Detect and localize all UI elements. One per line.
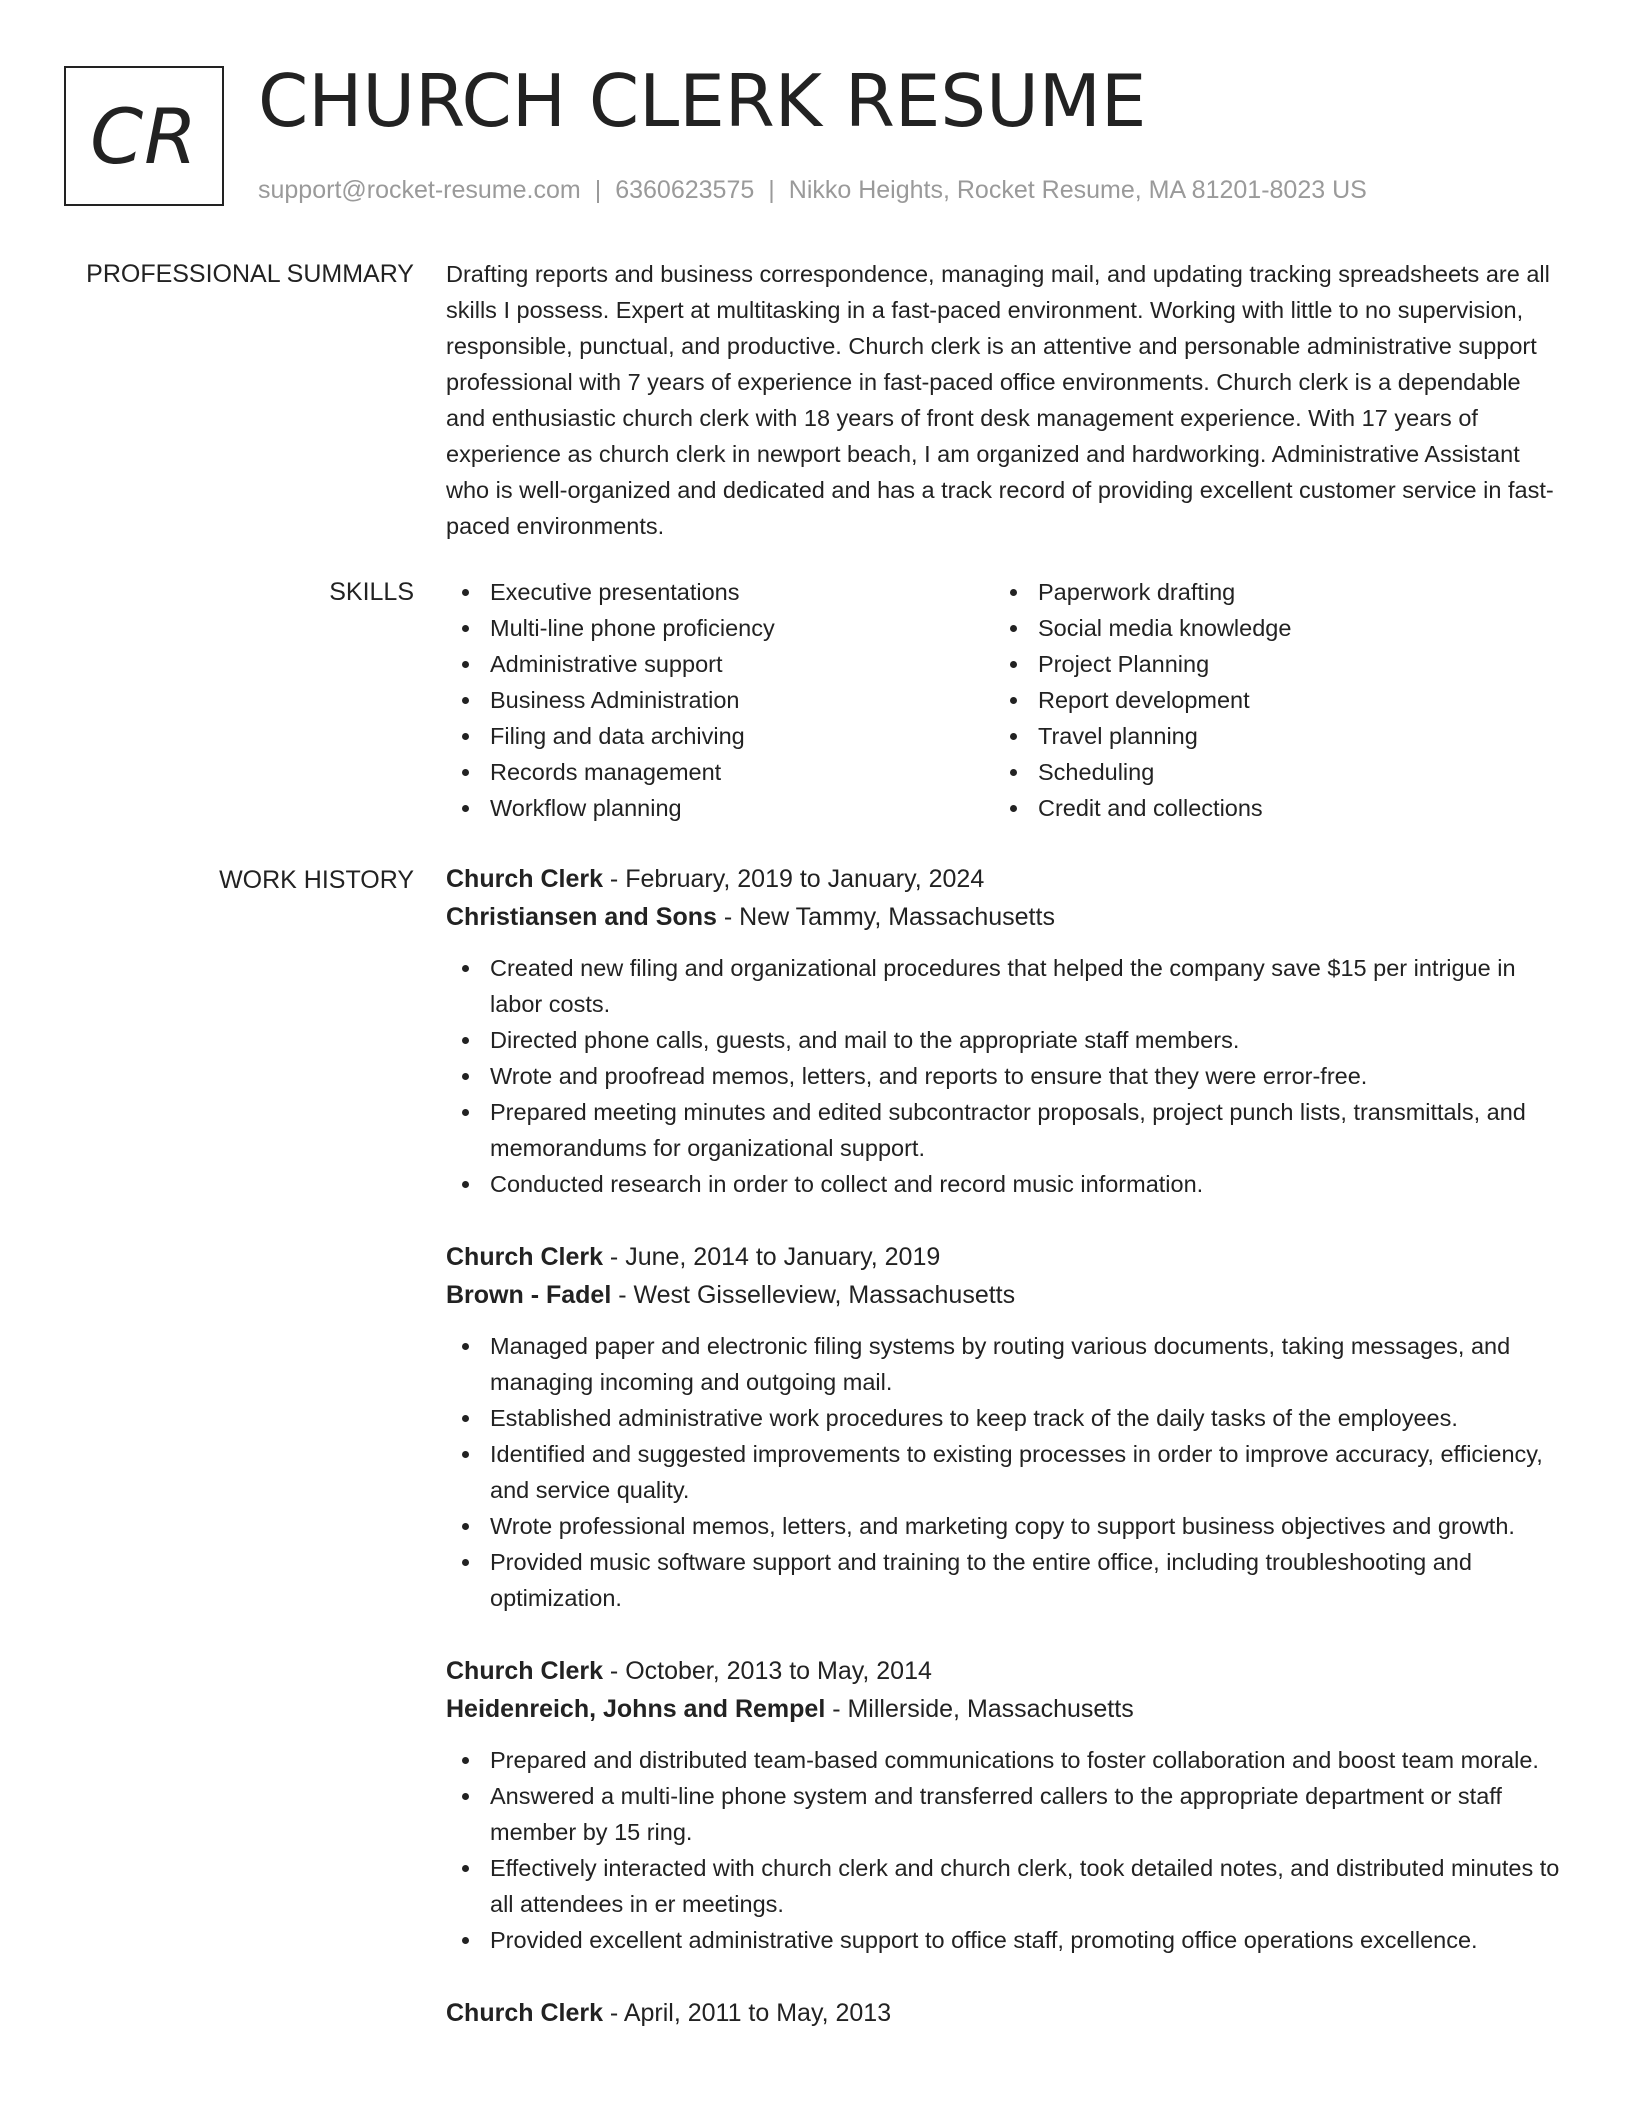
job-dates: - June, 2014 to January, 2019 xyxy=(602,1243,941,1271)
job-location: - New Tammy, Massachusetts xyxy=(716,903,1055,931)
contact-address: Nikko Heights, Rocket Resume, MA 81201-8023 US xyxy=(788,176,1367,204)
job-bullet: Wrote professional memos, letters, and marketing copy to support business objectives and growth. xyxy=(446,1508,1562,1544)
job-title: Church Clerk xyxy=(446,865,603,893)
summary-text: Drafting reports and business correspondence, managing mail, and updating tracking spreadsheets are all skills I possess. Expert at multitasking in a fast-paced environment. Working with little to no supervision, responsible, punctual, and productive. Church clerk is an attentive and personable administrative support professional with 7 years of experience in fast-paced office environments. Church clerk is a dependable and enthusiastic church clerk with 18 years of front desk management experience. With 17 years of experience as church clerk in newport beach, I am organized and hardworking. Administrative Assistant who is well-organized and dedicated and has a track record of providing excellent customer service in fast-paced environments. xyxy=(446,261,1554,539)
skill-item: Multi-line phone proficiency xyxy=(446,610,994,646)
skill-item: Social media knowledge xyxy=(994,610,1542,646)
job-title-line xyxy=(446,860,1562,898)
skills-column-right xyxy=(994,574,1542,826)
job-entry xyxy=(446,1238,1562,1616)
job-entry xyxy=(446,860,1562,1202)
monogram-initials: CR xyxy=(90,91,198,181)
job-bullet: Established administrative work procedures to keep track of the daily tasks of the employees. xyxy=(446,1400,1562,1436)
skill-item: Paperwork drafting xyxy=(994,574,1542,610)
job-location: - West Gisselleview, Massachusetts xyxy=(611,1281,1016,1309)
job-company-line xyxy=(446,898,1562,936)
job-bullet-list xyxy=(446,950,1562,1202)
job-company: Brown - Fadel xyxy=(446,1281,612,1309)
job-title: Church Clerk xyxy=(446,1657,603,1685)
job-location: - Millerside, Massachusetts xyxy=(825,1695,1134,1723)
contact-email[interactable]: support@rocket-resume.com xyxy=(258,176,581,204)
monogram-box xyxy=(64,66,224,206)
job-entry xyxy=(446,1652,1562,1958)
skill-item: Filing and data archiving xyxy=(446,718,994,754)
job-company-line xyxy=(446,1276,1562,1314)
job-dates: - April, 2011 to May, 2013 xyxy=(602,1999,892,2027)
job-bullet-list xyxy=(446,1742,1562,1958)
contact-separator: | xyxy=(768,176,775,204)
job-bullet: Identified and suggested improvements to existing processes in order to improve accuracy, efficiency, and service quality. xyxy=(446,1436,1562,1508)
contact-line xyxy=(258,172,1367,208)
job-title-line xyxy=(446,1994,1562,2032)
summary-section xyxy=(446,256,1562,544)
job-title: Church Clerk xyxy=(446,1999,603,2027)
work-history-section xyxy=(446,860,1562,2068)
job-company: Christiansen and Sons xyxy=(446,903,717,931)
job-dates: - October, 2013 to May, 2014 xyxy=(602,1657,932,1685)
skill-item: Report development xyxy=(994,682,1542,718)
job-company-line xyxy=(446,1690,1562,1728)
skill-item: Business Administration xyxy=(446,682,994,718)
section-label-skills: SKILLS xyxy=(329,578,414,606)
job-bullet: Prepared and distributed team-based communications to foster collaboration and boost team morale. xyxy=(446,1742,1562,1778)
skill-item: Project Planning xyxy=(994,646,1542,682)
skill-item: Records management xyxy=(446,754,994,790)
contact-separator: | xyxy=(594,176,602,204)
job-bullet: Effectively interacted with church clerk and church clerk, took detailed notes, and distributed minutes to all attendees in er meetings. xyxy=(446,1850,1562,1922)
job-entry xyxy=(446,1994,1562,2032)
job-bullet: Wrote and proofread memos, letters, and reports to ensure that they were error-free. xyxy=(446,1058,1562,1094)
job-bullet: Created new filing and organizational procedures that helped the company save $15 per intrigue in labor costs. xyxy=(446,950,1562,1022)
skills-list xyxy=(446,574,1562,826)
section-label-work-history: WORK HISTORY xyxy=(219,866,414,894)
skill-item: Workflow planning xyxy=(446,790,994,826)
section-label-summary: PROFESSIONAL SUMMARY xyxy=(86,260,414,288)
skill-item: Scheduling xyxy=(994,754,1542,790)
job-company: Heidenreich, Johns and Rempel xyxy=(446,1695,826,1723)
job-dates: - February, 2019 to January, 2024 xyxy=(602,865,985,893)
job-bullet: Prepared meeting minutes and edited subcontractor proposals, project punch lists, transmittals, and memorandums for organizational support. xyxy=(446,1094,1562,1166)
job-bullet: Answered a multi-line phone system and transferred callers to the appropriate department or staff member by 15 ring. xyxy=(446,1778,1562,1850)
job-bullet: Managed paper and electronic filing systems by routing various documents, taking messages, and managing incoming and outgoing mail. xyxy=(446,1328,1562,1400)
job-bullet: Directed phone calls, guests, and mail to the appropriate staff members. xyxy=(446,1022,1562,1058)
job-bullet: Provided music software support and training to the entire office, including troubleshooting and optimization. xyxy=(446,1544,1562,1616)
skill-item: Administrative support xyxy=(446,646,994,682)
job-title-line xyxy=(446,1238,1562,1276)
job-bullet: Provided excellent administrative support to office staff, promoting office operations excellence. xyxy=(446,1922,1562,1958)
job-bullet: Conducted research in order to collect and record music information. xyxy=(446,1166,1562,1202)
skill-item: Credit and collections xyxy=(994,790,1542,826)
resume-title: CHURCH CLERK RESUME xyxy=(258,59,1147,143)
job-title-line xyxy=(446,1652,1562,1690)
skills-column-left xyxy=(446,574,994,826)
skills-section xyxy=(446,574,1562,826)
job-bullet-list xyxy=(446,1328,1562,1616)
contact-phone[interactable]: 6360623575 xyxy=(615,176,755,204)
skill-item: Travel planning xyxy=(994,718,1542,754)
job-title: Church Clerk xyxy=(446,1243,603,1271)
skill-item: Executive presentations xyxy=(446,574,994,610)
